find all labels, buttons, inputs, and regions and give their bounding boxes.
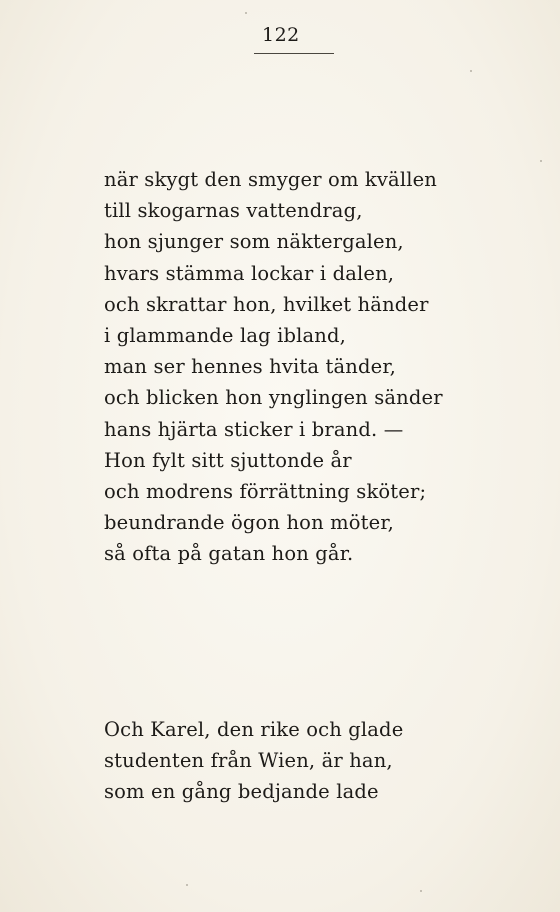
header-rule bbox=[254, 53, 334, 54]
poem-line: när skygt den smyger om kvällen bbox=[104, 168, 438, 191]
poem-line: hans hjärta sticker i brand. — bbox=[104, 417, 404, 441]
poem-stanza-1 bbox=[104, 164, 443, 570]
poem-line: till skogarnas vattendrag, bbox=[104, 199, 363, 223]
paper-speck bbox=[540, 160, 542, 162]
poem-line: Och Karel, den rike och glade bbox=[104, 718, 404, 741]
poem-line: hon sjunger som näktergalen, bbox=[104, 230, 404, 254]
poem-line: studenten från Wien, är han, bbox=[104, 749, 393, 773]
poem-line: man ser hennes hvita tänder, bbox=[104, 355, 396, 379]
page-number: 122 bbox=[262, 24, 300, 46]
poem-line: och blicken hon ynglingen sänder bbox=[104, 386, 443, 410]
poem-line: i glammande lag ibland, bbox=[104, 324, 346, 348]
poem-line: och modrens förrättning sköter; bbox=[104, 480, 427, 504]
paper-speck bbox=[420, 890, 422, 892]
poem-line: Hon fylt sitt sjuttonde år bbox=[104, 448, 352, 472]
poem-line: som en gång bedjande lade bbox=[104, 780, 379, 804]
paper-speck bbox=[470, 70, 472, 72]
poem-line: beundrande ögon hon möter, bbox=[104, 511, 395, 535]
paper-speck bbox=[245, 12, 247, 14]
poem-line: hvars stämma lockar i dalen, bbox=[104, 261, 395, 285]
paper-speck bbox=[186, 884, 188, 886]
poem-line: och skrattar hon, hvilket händer bbox=[104, 292, 429, 316]
poem-line: så ofta på gatan hon går. bbox=[104, 542, 354, 566]
poem-stanza-2 bbox=[104, 714, 403, 808]
